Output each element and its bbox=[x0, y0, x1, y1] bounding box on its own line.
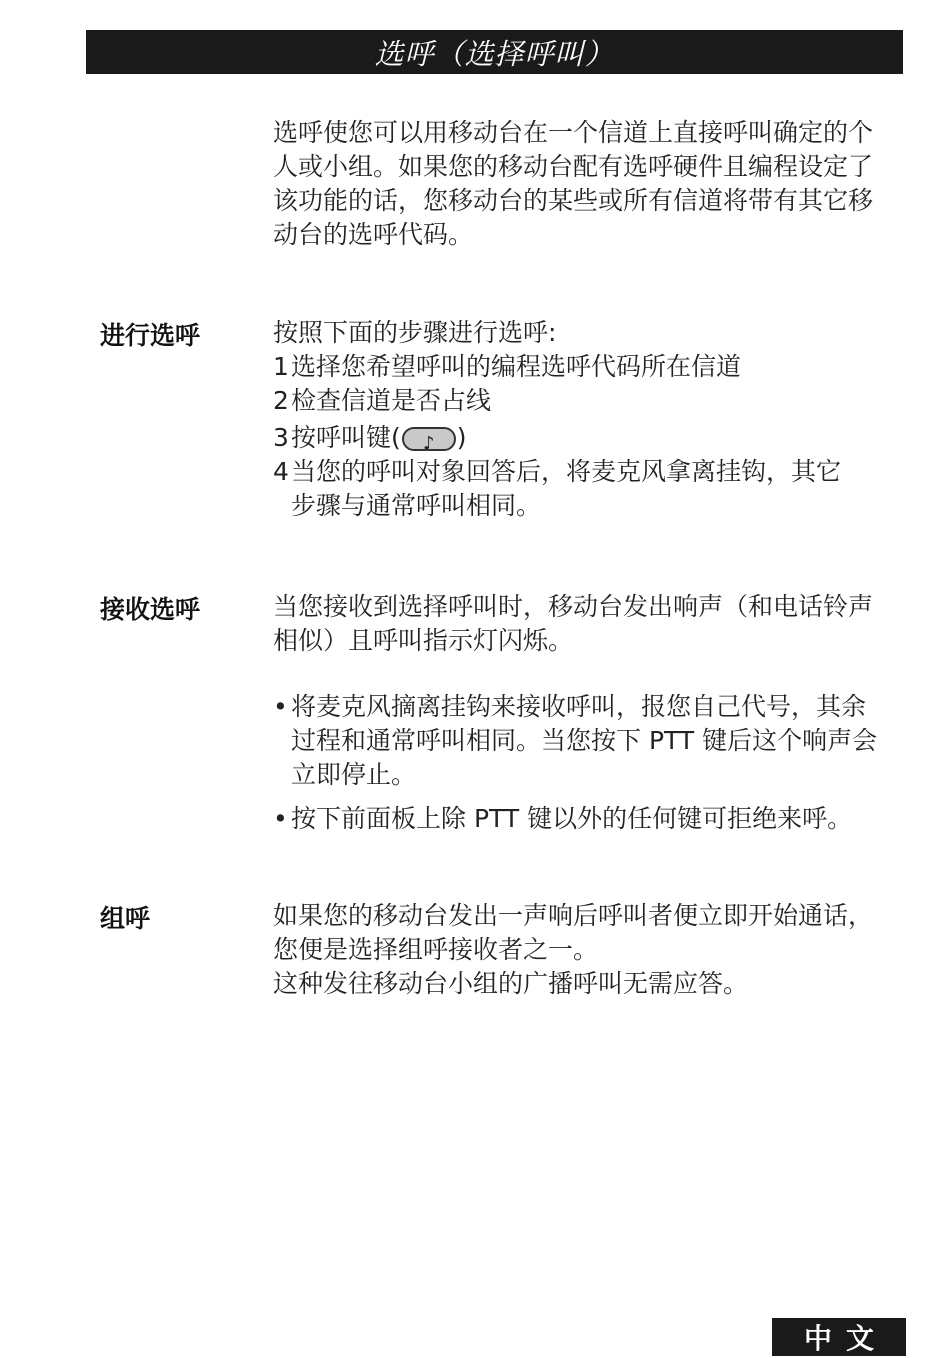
step-2: 2检查信道是否占线 bbox=[273, 386, 492, 415]
bullet-answer-call: • 将麦克风摘离挂钩来接收呼叫，报您自己代号，其余过程和通常呼叫相同。当您按下 PTT 键后这个响声会立即停止。 bbox=[273, 692, 878, 789]
make-call-steps bbox=[273, 316, 883, 523]
steps-lead: 按照下面的步骤进行选呼: bbox=[273, 318, 557, 347]
group-call-paragraph-1: 如果您的移动台发出一声响后呼叫者便立即开始通话，您便是选择组呼接收者之一。 bbox=[273, 901, 874, 964]
bullet-dot: • bbox=[273, 692, 288, 721]
bullet-dot: • bbox=[273, 804, 288, 833]
language-badge bbox=[772, 1318, 906, 1356]
section-label-make-call: 进行选呼 bbox=[100, 321, 201, 350]
bullet-reject-call: • 按下前面板上除 PTT 键以外的任何键可拒绝来呼。 bbox=[273, 802, 883, 836]
intro-paragraph: 选呼使您可以用移动台在一个信道上直接呼叫确定的个人或小组。如果您的移动台配有选呼硬件且编程设定了该功能的话，您移动台的某些或所有信道将带有其它移动台的选呼代码。 bbox=[273, 118, 874, 249]
step-4: 4当您的呼叫对象回答后，将麦克风拿离挂钩，其它 bbox=[273, 457, 842, 486]
language-label: 中文 bbox=[803, 1322, 888, 1355]
group-call-text bbox=[273, 899, 883, 1001]
section-label-group-call: 组呼 bbox=[100, 904, 151, 933]
step-3: 3按呼叫键(♪ ) bbox=[273, 421, 883, 455]
step-4-continued: 步骤与通常呼叫相同。 bbox=[291, 491, 542, 520]
section-label-receive-call: 接收选呼 bbox=[100, 595, 201, 624]
music-note-key-icon bbox=[402, 427, 456, 451]
receive-call-text: 当您接收到选择呼叫时，移动台发出响声（和电话铃声相似）且呼叫指示灯闪烁。 bbox=[273, 592, 874, 655]
page-title: 选呼（选择呼叫） bbox=[374, 36, 615, 71]
receive-call-bullets bbox=[273, 690, 883, 836]
page-header-bar bbox=[86, 30, 903, 74]
step-1: 1选择您希望呼叫的编程选呼代码所在信道 bbox=[273, 352, 742, 381]
group-call-paragraph-2: 这种发往移动台小组的广播呼叫无需应答。 bbox=[273, 969, 749, 998]
